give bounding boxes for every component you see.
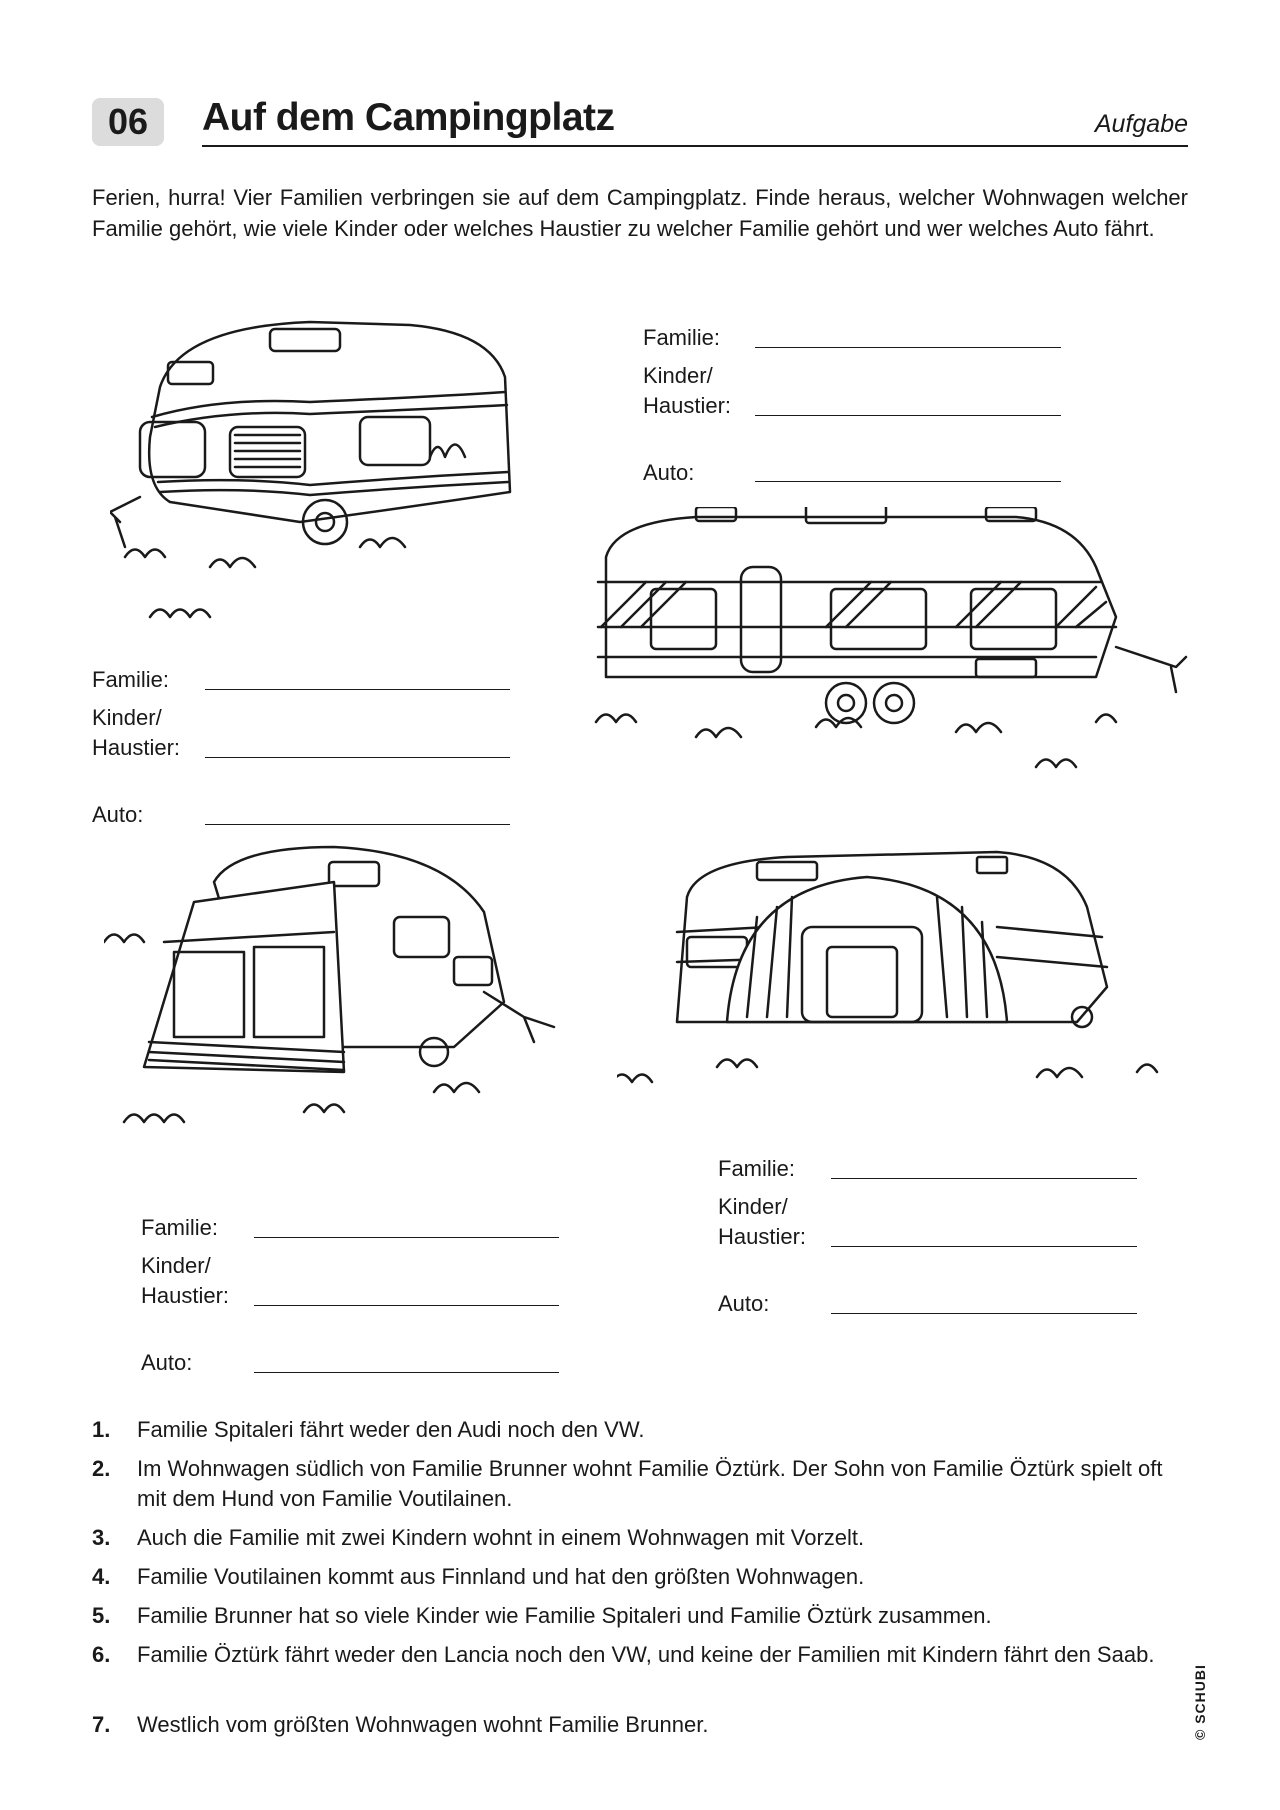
car-answer-line[interactable] [205,824,510,825]
family-answer-line[interactable] [755,347,1061,348]
kids-pets-answer-line[interactable] [755,415,1061,416]
car-label: Auto: [92,802,144,827]
kids-label: Kinder/ [141,1253,211,1278]
clue-number: 2. [92,1456,111,1481]
clue-item [92,1601,1192,1631]
task-label: Aufgabe [1094,110,1188,138]
pets-label: Haustier: [92,735,181,760]
clue-number: 4. [92,1564,111,1589]
clue-text: Familie Brunner hat so viele Kinder wie Familie Spitaleri und Familie Öztürk zusammen. [137,1603,992,1628]
clue-text: Im Wohnwagen südlich von Familie Brunner wohnt Familie Öztürk. Der Sohn von Familie Öztürk spielt oft mit dem Hund von Familie Voutilainen. [137,1456,1163,1511]
assignment-form-large-caravan [92,667,512,827]
clue-text: Familie Öztürk fährt weder den Lancia noch den VW, und keine der Familien mit Kindern fährt den Saab. [137,1642,1155,1667]
clue-number: 3. [92,1525,111,1550]
family-label: Familie: [718,1156,796,1181]
car-answer-line[interactable] [755,481,1061,482]
kids-pets-answer-line[interactable] [205,757,510,758]
car-label: Auto: [643,460,695,485]
clue-number: 1. [92,1417,111,1442]
family-label: Familie: [92,667,170,692]
page-title: Auf dem Campingplatz [202,96,615,139]
family-answer-line[interactable] [831,1178,1137,1179]
family-label: Familie: [141,1215,219,1240]
caravan-with-awning-illustration [104,842,594,1165]
kids-label: Kinder/ [643,363,713,388]
pets-label: Haustier: [643,393,732,418]
kids-label: Kinder/ [92,705,162,730]
copyright-notice: © SCHUBI [1192,1664,1208,1740]
clue-text: Familie Spitaleri fährt weder den Audi noch den VW. [137,1417,645,1442]
pets-label: Haustier: [718,1224,807,1249]
clue-item [92,1640,1192,1670]
clue-item [92,1710,1192,1740]
family-answer-line[interactable] [254,1237,559,1238]
assignment-form-awning-caravan [141,1215,561,1375]
exercise-number-badge: 06 [92,98,164,146]
clue-item [92,1562,1192,1592]
clue-number: 5. [92,1603,111,1628]
car-answer-line[interactable] [831,1313,1137,1314]
car-answer-line[interactable] [254,1372,559,1373]
pets-label: Haustier: [141,1283,230,1308]
clue-number: 7. [92,1712,111,1737]
clue-text: Auch die Familie mit zwei Kindern wohnt in einem Wohnwagen mit Vorzelt. [137,1525,865,1550]
assignment-form-tent-caravan [718,1156,1138,1316]
clue-item [92,1415,1192,1445]
car-label: Auto: [141,1350,193,1375]
clue-number: 6. [92,1642,111,1667]
kids-pets-answer-line[interactable] [831,1246,1137,1247]
kids-pets-answer-line[interactable] [254,1305,559,1306]
clue-item [92,1454,1192,1514]
caravan-large-illustration [576,507,1205,784]
clue-text: Westlich vom größten Wohnwagen wohnt Familie Brunner. [137,1712,709,1737]
family-label: Familie: [643,325,721,350]
clue-item [92,1523,1192,1553]
caravan-small-illustration [110,317,542,628]
kids-label: Kinder/ [718,1194,788,1219]
intro-text: Ferien, hurra! Vier Familien verbringen sie auf dem Campingplatz. Finde heraus, welcher Wohnwagen welcher Familie gehört, wie viele Kinder oder welches Haustier zu welcher Familie gehört und wer welches Auto fährt. [92,185,1188,241]
assignment-form-small-caravan [643,325,1063,485]
caravan-with-tent-illustration [617,847,1205,1095]
family-answer-line[interactable] [205,689,510,690]
clue-text: Familie Voutilainen kommt aus Finnland und hat den größten Wohnwagen. [137,1564,865,1589]
title-underline [202,145,1188,147]
car-label: Auto: [718,1291,770,1316]
